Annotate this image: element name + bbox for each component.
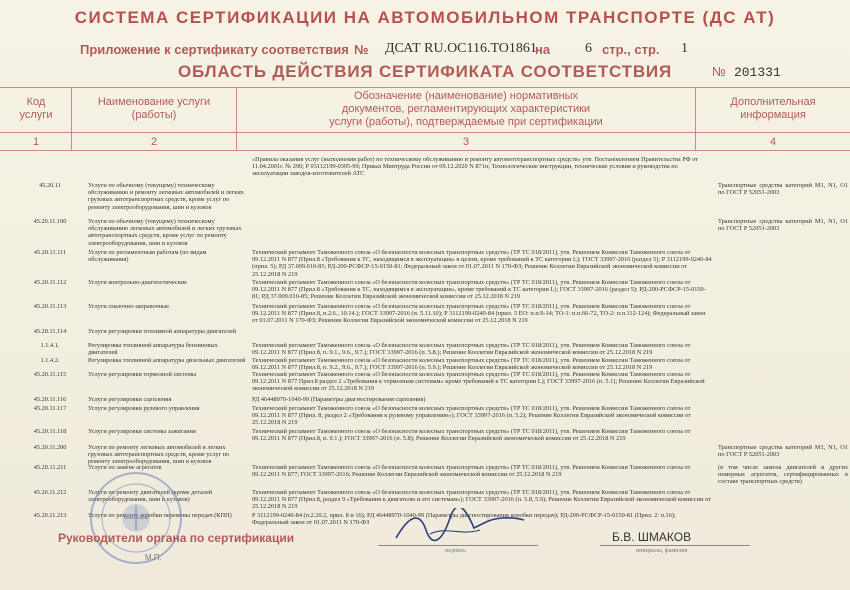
form-number-sign: № xyxy=(712,64,726,79)
col-header-code: Код услуги xyxy=(19,96,53,121)
certificate-page: СИСТЕМА СЕРТИФИКАЦИИ НА АВТОМОБИЛЬНОМ ТРАНСПОРТЕ (ДС АТ) Приложение к сертификату соответствия № ДСАТ RU.OC116.TO1861 на 6 стр., стр. 1 ОБЛАСТЬ ДЕЙСТВИЯ СЕРТИФИКАТА СООТВЕТСТВИЯ № 201331 Код услуги Наименование услуги (работы) Обозначение (наименование) нормативных документов, регламентирующих характеристики услуги (работы), подтверждаемые при сертификации Дополнительная информация 1 2 3 4 «Правила оказания услуг (выполнения работ) по техническому обслуживанию и ремонту автомототранспортных средств» утв. Постановлением Правительства РФ от 11.04.2001г. № 290; Р 03112199-0395-99; Приказ Минтруда России от 09.12.2020 N 871н; Технологические инструкции, технические условия и руководства по эксплуатации заводов-изготовителей АТС 45.20.11 Услуги по обычному (текущему) техническому обслуживанию и ремонту легковых автомобилей и легких грузовых автотранспортных средств, кроме услуг по ремонту электрооборудования, шин и кузовов Транспортные средства категорий M1, N1, O1 по ГОСТ Р 52051-2003 45.20.11.100 Услуги по обычному (текущему) техническому обслуживанию легковых автомобилей и легких грузовых автотранспортных средств, кроме услуг по ремонту электрооборудования, шин и кузовов Транспортные средства категорий M1, N1, O1 по ГОСТ Р 52051-2003 45.20.11.111 Услуги по регламентным работам (по видам обслуживания) Технический регламент Таможенного союза «О безопасности колесных транспортных средств» (ТР ТС 018/2011), утв. Решением Комиссии Таможенного союза от 09.12.2011 N 877 (Прил.8 «Требования к ТС, находящимся в эксплуатации» в целом, кроме требований к ТС категории L); ГОСТ 33997-2016 (раздел 5); Р 3112199-0240-84 (прил. 5); РД 37.009.010-85; РД-200-РСФСР-15-0150-81; Федеральный закон от 01.07.2011 N 170-ФЗ; Решение Коллегии Евразийской экономической комиссии от 25.12.2018 N 219 45.20.11.112 Услуги контрольно-диагностические Технический регламент Таможенного союза «О безопасности колесных транспортных средств» (ТР ТС 018/2011), утв. Решением Комиссии Таможенного союза от 09.12.2011 N 877 (Прил.8 «Требования к ТС, находящимся в эксплуатации», кроме требований к ТС категории L); ГОСТ 33997-2016 (раздел 5); РД-200-РСФСР-15-0150-81; РД 37.009.010-85; Решение Коллегии Евразийской экономической комиссии от 25.12.2018 N 219 45.20.11.113 Услуги смазочно-заправочные Технический регламент Таможенного союза «О безопасности колесных транспортных средств» (ТР ТС 018/2011), утв. Решением Комиссии Таможенного союза от 09.12.2011 N 877 (Прил.8, п.2.6., 10.14.); ГОСТ 33997-2016 (п. 5.11.10); Р 3112199-0240-84 (прил. 5 ЕО: п.п.9-14; ТО-1: п.п.66-72, ТО-2: п.п.112-124); Федеральный закон от 01.07.2011 N 170-ФЗ; Решение Коллегии Евразийской экономической комиссии от 25.12.2018 N 219 45.20.11.114 Услуги регулировки топливной аппаратуры двигателей 1.1.4.1. Регулировка топливной аппаратуры бензиновых двигателей Технический регламент Таможенного союза «О безопасности колесных транспортных средств» (ТР ТС 018/2011), утв. Решением Комиссии Таможенного союза от 09.12.2011 N 877 (Прил.8, п. 9.1., 9.6., 9.7.); ГОСТ 33997-2016 (п. 5.8.); Решение Коллегии Евразийской экономической комиссии от 25.12.2018 N 219 1.1.4.2. Регулировка топливной аппаратуры дизельных двигателей Технический регламент Таможенного союза «О безопасности колесных транспортных средств» (ТР ТС 018/2011), утв. Решением Комиссии Таможенного союза от 09.12.2011 N 877 (Прил.8, п. 9.2., 9.6., 9.7.); ГОСТ 33997-2016 (п. 5.9.); Решение Коллегии Евразийской экономической комиссии от 25.12.2018 N 219 45.20.11.115 Услуги регулировки тормозной системы Технический регламент Таможенного союза «О безопасности колесных транспортных средств» (ТР ТС 018/2011), утв. Решением Комиссии Таможенного союза от 09.12.2011 N 877 Прил.8 раздел 2 «Требования к тормозным системам» кроме требований к ТС категории L); ГОСТ 33997-2016 (п. 5.1); Решение Коллегии Евразийской экономической комиссии от 25.12.2018 N 219 45.20.11.116 Услуги регулировки сцепления РД 46448970-1040-99 (Параметры диагностирования сцепления) 45.20.11.117 Услуги регулировки рулевого управления Технический регламент Таможенного союза «О безопасности колесных транспортных средств» (ТР ТС 018/2011), утв. Решением Комиссии Таможенного союза от 09.12.2011 N 877 (Прил. 8, раздел 2 «Требования к рулевому управлению»); ГОСТ 33997-2016 (п. 5.2); Решение Коллегии Евразийской экономической комиссии от 25.12.2018 N 219 45.20.11.118 Услуги регулировки системы зажигания Технический регламент Таможенного союза «О безопасности колесных транспортных средств» (ТР ТС 018/2011), утв. Решением Комиссии Таможенного союза от 09.12.2011 N 877 (Прил.8, п. 9.1.); ГОСТ 33997-2016 (п. 5.8); Решение Коллегии Евразийской экономической комиссии от 25.12.2018 N 219 45.20.11.200 Услуги по ремонту легковых автомобилей и легких грузовых автотранспортных средств, кроме услуг по ремонту электрооборудования, шин и кузовов Транспортные средства категорий M1, N1, O1 по ГОСТ Р 52051-2003 45.20.11.211 Услуги по замене агрегатов Технический регламент Таможенного союза «О безопасности колесных транспортных средств» (ТР ТС 018/2011), утв. Решением Комиссии Таможенного союза от 09.12.2011 N 877; ГОСТ 33997-2016; Решение Коллегии Евразийской экономической комиссии от 25.12.2018 N 219 (в том числе замена двигателей и других номерных агрегатов, сертифицированных в составе транспортных средств) 45.20.11.212 Услуги по ремонту двигателей (кроме деталей электрооборудования, шин и кузовов) Технический регламент Таможенного союза «О безопасности колесных транспортных средств» (ТР ТС 018/2011), утв. Решением Комиссии Таможенного союза от 09.12.2011 N 877 (Прил.8, раздел 9 «Требования к двигателю и его системам»); ГОСТ 33997-2016 (п. 5.8, 5.9); Решение Коллегии Евразийской экономической комиссии от 25.12.2018 N 219 45.20.11.213 Услуги по ремонту коробки перемены передач (КПП) Р 3112199-0240-84 (п.2.20.2, прил. 8 и 16); РД 46448970-1040-99 (Параметры диагностирования коробки передач); РД-200-РСФСР-15-0150-81 (Прил. 2: п.16); Федеральный закон от 01.07.2011 N 170-ФЗ Руководители органа по сертификации М.П. подпись Б.В. ШМАКОВ инициалы, фамилия xyxy=(0,0,850,590)
table-top-rule xyxy=(0,87,850,88)
form-number-value: 201331 xyxy=(733,65,781,80)
col-header-service: Наименование услуги (работы) xyxy=(97,96,211,121)
col-header-info: Дополнительная информация xyxy=(730,96,816,121)
col-number-4: 4 xyxy=(769,136,777,148)
director-name: Б.В. ШМАКОВ xyxy=(612,530,692,544)
certificate-number: ДСАТ RU.OC116.TO1861 xyxy=(385,41,537,56)
col-divider-1 xyxy=(71,87,72,150)
page-current: 1 xyxy=(681,41,688,56)
table-header-rule xyxy=(0,132,850,133)
col-divider-2 xyxy=(236,87,237,150)
form-number xyxy=(712,64,781,80)
appendix-label: Приложение к сертификату соответствия xyxy=(80,42,349,57)
col-number-2: 2 xyxy=(150,136,158,148)
on-label: на xyxy=(535,42,551,57)
col-number-3: 3 xyxy=(462,136,470,148)
col-header-docs: Обозначение (наименование) нормативных документов, регламентирующих характеристики услуги (работы), подтверждаемые при сертификации xyxy=(329,90,603,128)
signature-line xyxy=(378,545,538,546)
system-title: СИСТЕМА СЕРТИФИКАЦИИ НА АВТОМОБИЛЬНОМ ТРАНСПОРТЕ (ДС АТ) xyxy=(74,8,776,27)
mp-label: М.П. xyxy=(145,553,162,562)
heads-label: Руководители органа по сертификации xyxy=(58,531,295,545)
signature-caption: подпись xyxy=(445,548,466,554)
area-title: ОБЛАСТЬ ДЕЙСТВИЯ СЕРТИФИКАТА СООТВЕТСТВИЯ xyxy=(178,62,672,81)
number-sign: № xyxy=(354,42,369,57)
table-numbers-rule xyxy=(0,150,850,151)
initials-caption: инициалы, фамилия xyxy=(636,548,688,554)
pages-count: 6 xyxy=(585,41,592,56)
col-number-1: 1 xyxy=(32,136,40,148)
pages-label: стр., стр. xyxy=(602,42,660,57)
signature-block xyxy=(0,527,850,567)
initials-line xyxy=(600,545,750,546)
col-divider-3 xyxy=(695,87,696,150)
